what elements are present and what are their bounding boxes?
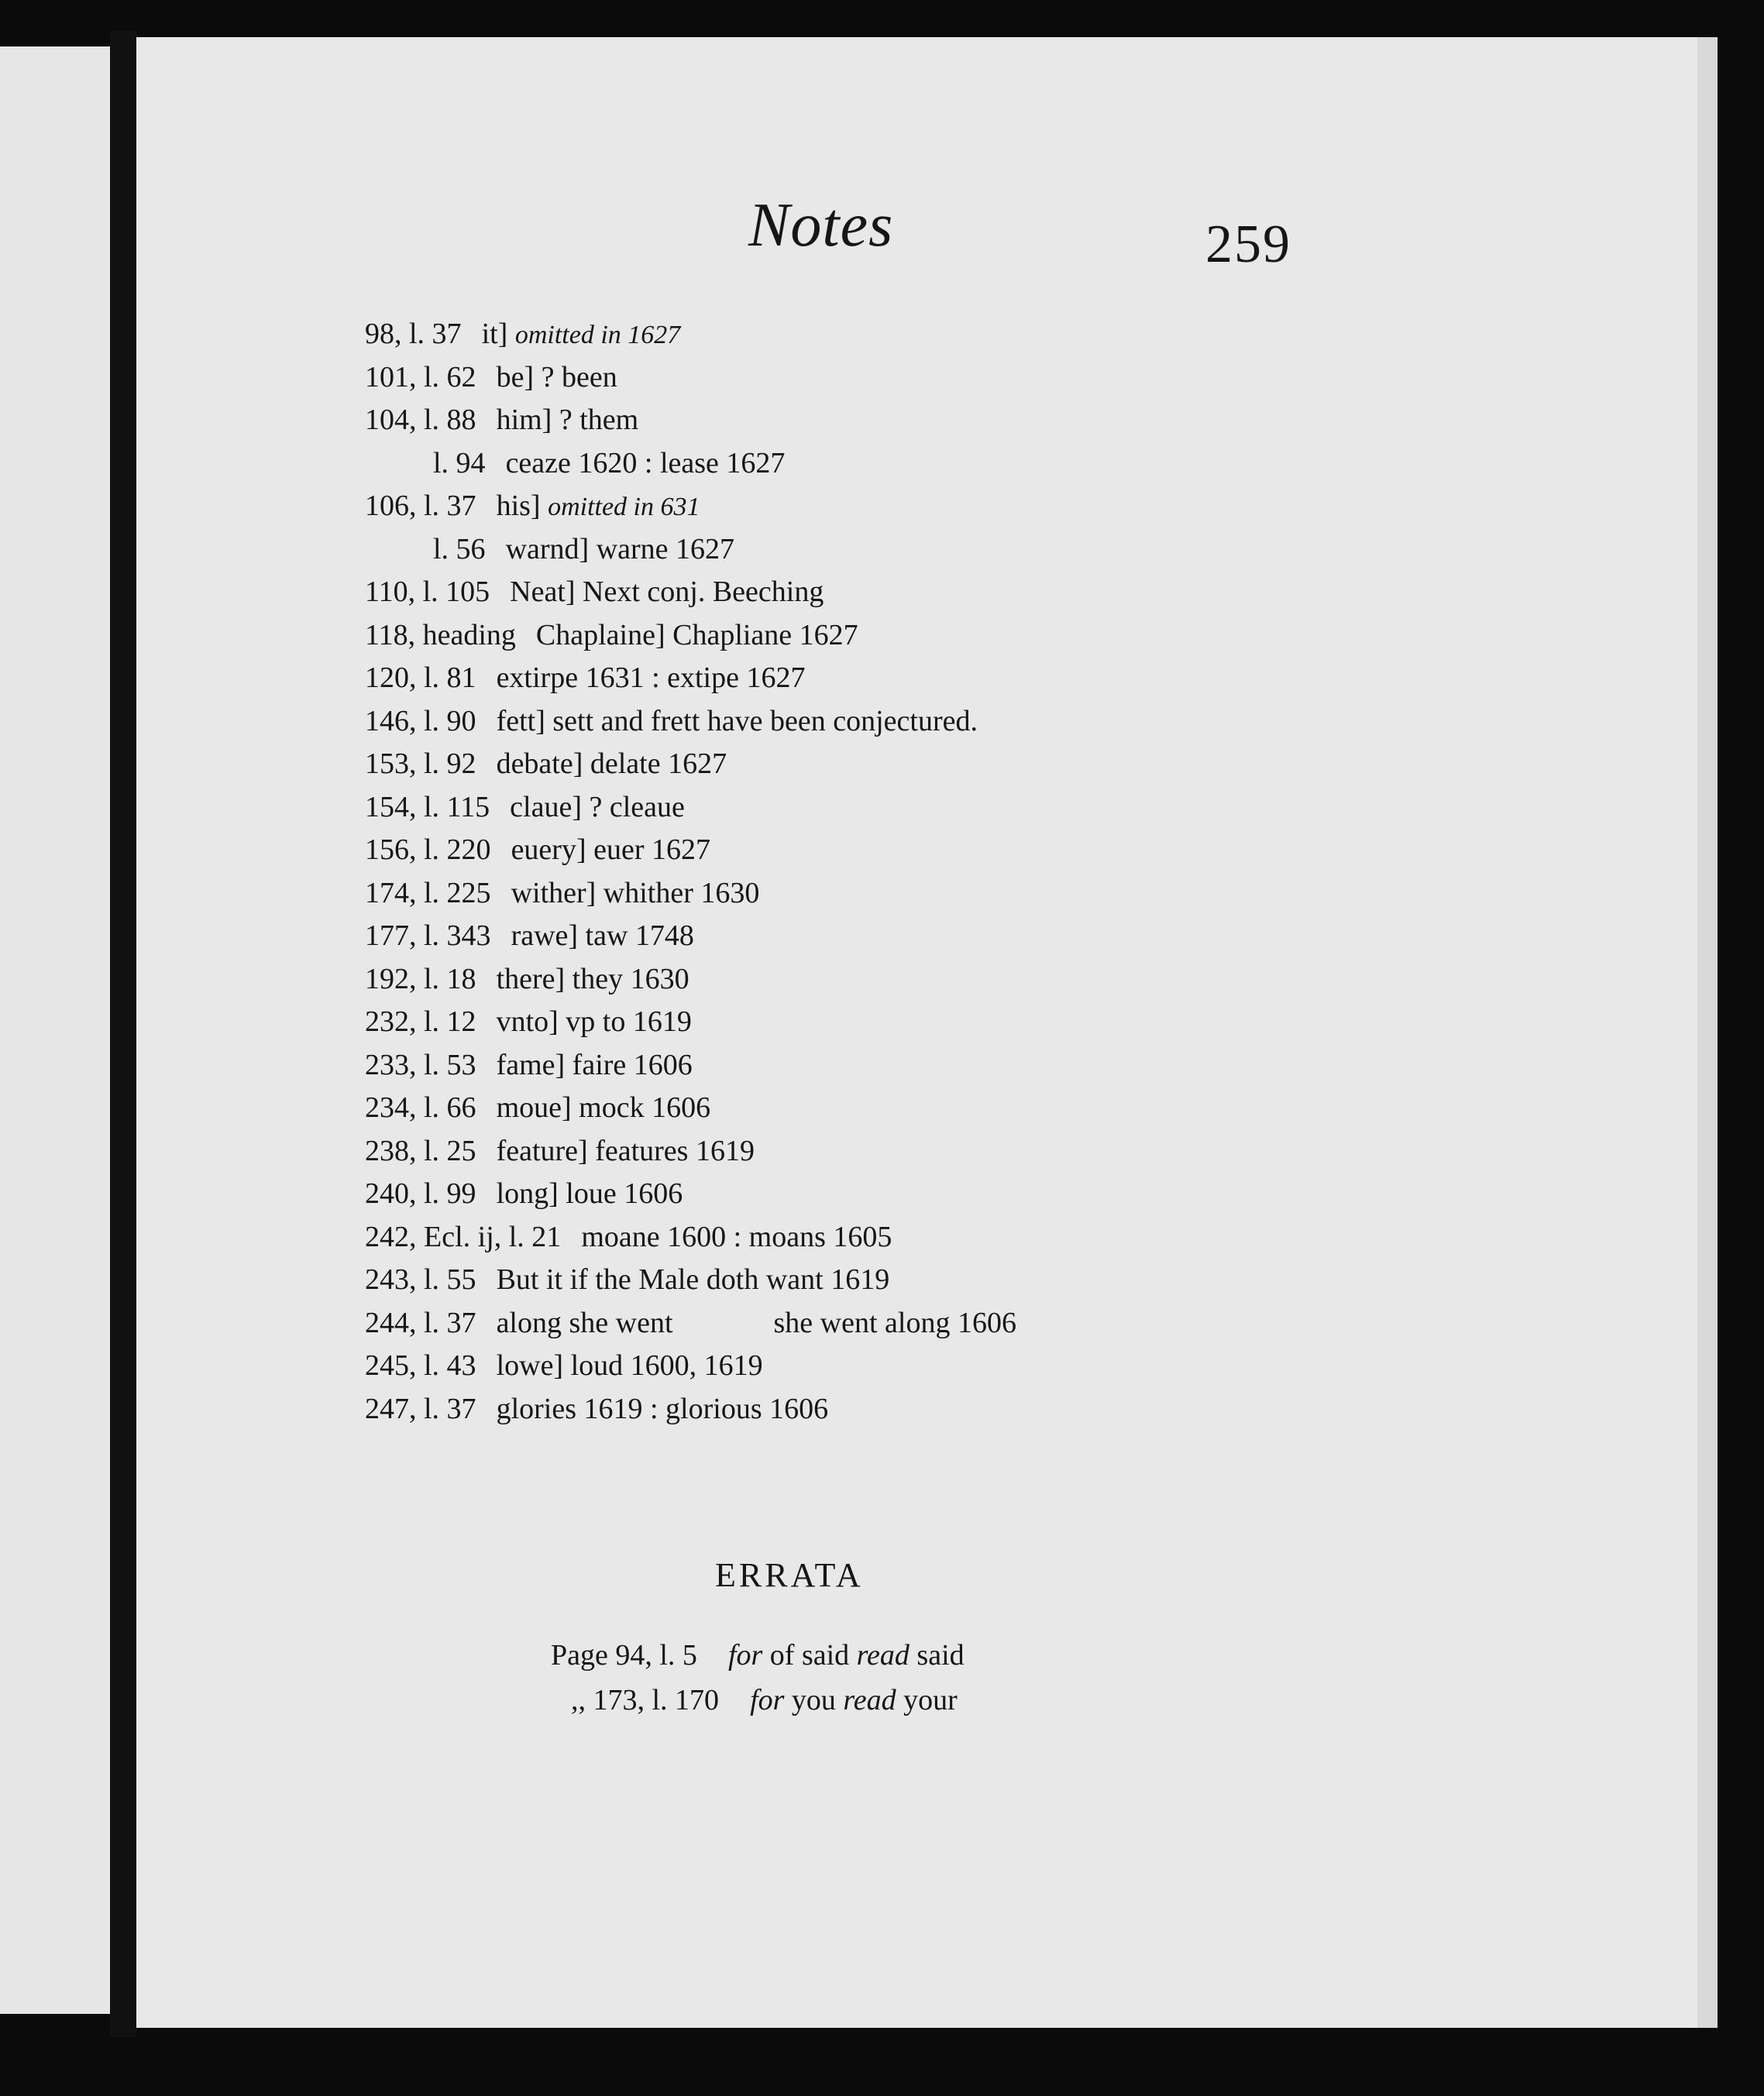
note-emendation: Chapliane 1627 [672,618,858,651]
note-ref: 174, l. 225 [365,876,491,909]
note-emendation: ? been [541,360,617,393]
note-row [365,442,1016,486]
note-row [365,1259,1016,1302]
note-emendation: ? them [559,404,639,436]
note-ref: 244, l. 37 [365,1306,476,1339]
note-row [365,829,1016,872]
note-lemma: rawe] [511,919,579,952]
note-emendation: glorious 1606 [665,1392,829,1425]
note-ref: 233, l. 53 [365,1048,476,1081]
note-ref: 110, l. 105 [365,576,490,608]
note-ref: 156, l. 220 [365,833,491,866]
note-emendation: they 1630 [572,962,689,995]
note-emendation: features 1619 [595,1134,755,1167]
note-ref: 238, l. 25 [365,1134,476,1167]
note-emendation: extipe 1627 [667,661,806,694]
note-emendation: taw 1748 [585,919,694,952]
previous-page-edge [0,46,110,2014]
note-row [365,1087,1016,1130]
note-ref: 240, l. 99 [365,1177,476,1210]
note-lemma: long] [496,1177,559,1210]
note-row [365,1388,1016,1431]
note-ref: 153, l. 92 [365,747,476,780]
note-emendation: faire 1606 [572,1048,693,1081]
note-row [365,700,1016,744]
note-row [365,1044,1016,1088]
note-lemma: it] [481,318,508,350]
note-lemma: ceaze 1620 : [505,446,653,479]
note-lemma: him] [496,404,552,436]
note-lemma: lowe] [496,1349,564,1382]
note-ref: 98, l. 37 [365,318,462,350]
note-lemma: fett] [496,704,545,737]
running-title: Notes [748,191,894,259]
note-lemma: vnto] [496,1005,559,1038]
errata-ref: ,, 173, l. 170 [571,1684,720,1716]
note-emendation: warne 1627 [596,532,735,565]
note-lemma: claue] [510,790,582,823]
note-lemma: debate] [496,747,583,780]
note-lemma: Chaplaine] [535,618,665,651]
note-ref: 232, l. 12 [365,1005,476,1038]
note-row [365,356,1016,400]
note-ref: 154, l. 115 [365,790,490,823]
note-emendation: whither 1630 [603,876,760,909]
note-row [365,1345,1016,1388]
note-lemma: But it if the Male doth want 1619 [496,1263,890,1296]
note-row [365,743,1016,786]
note-ref: 245, l. 43 [365,1349,476,1382]
note-row [365,485,1016,528]
note-row [365,872,1016,916]
note-ref: 234, l. 66 [365,1091,476,1124]
note-ref: 118, heading [365,618,516,651]
errata-wrong: you [791,1684,836,1716]
note-row [365,1216,1016,1259]
note-emendation: vp to 1619 [566,1005,692,1038]
note-row [365,1173,1016,1216]
errata-entry [551,1633,965,1678]
note-ref: 104, l. 88 [365,404,476,436]
note-emendation: Next conj. Beeching [583,576,824,608]
note-emendation: delate 1627 [590,747,727,780]
errata-read-label: read [856,1639,910,1672]
note-row [365,1001,1016,1044]
note-row [365,614,1016,658]
note-emendation: loud 1600, 1619 [570,1349,763,1382]
note-ref: 243, l. 55 [365,1263,476,1296]
note-ref: 146, l. 90 [365,704,476,737]
errata-read-label: read [843,1684,896,1716]
errata-list [551,1633,965,1723]
note-emendation: sett and frett have been conjectured. [552,704,978,737]
note-emendation: mock 1606 [579,1091,711,1124]
note-row [365,1130,1016,1173]
note-ref: 242, Ecl. ij, l. 21 [365,1220,562,1253]
errata-heading: ERRATA [715,1556,864,1594]
errata-for-label: for [727,1639,763,1672]
page [136,37,1697,2028]
note-ref: 106, l. 37 [365,490,476,522]
note-row [365,528,1016,572]
note-lemma: there] [496,962,566,995]
note-ref: 177, l. 343 [365,919,491,952]
notes-list [365,313,1016,1431]
note-lemma: moue] [496,1091,572,1124]
errata-wrong: of said [769,1639,850,1672]
errata-ref: Page 94, l. 5 [551,1639,697,1672]
errata-entry [551,1678,965,1723]
note-row [365,657,1016,700]
note-lemma: extirpe 1631 : [496,661,660,694]
note-ref: 120, l. 81 [365,661,476,694]
errata-right: your [903,1684,958,1716]
note-row [365,958,1016,1002]
note-lemma: glories 1619 : [496,1392,658,1425]
note-lemma: Neat] [510,576,576,608]
note-lemma: his] [496,490,541,522]
note-lemma: feature] [496,1134,588,1167]
note-row [365,571,1016,614]
note-emendation: ? cleaue [589,790,685,823]
errata-right: said [916,1639,965,1672]
note-emendation: moans 1605 [748,1220,892,1253]
note-row [365,313,1016,356]
page-number: 259 [1205,215,1291,274]
note-lemma: be] [496,360,535,393]
note-emendation: euer 1627 [593,833,710,866]
page-edge-shadow [1697,37,1718,2028]
note-ref: l. 56 [433,532,486,565]
note-row [365,1302,1016,1345]
note-lemma: warnd] [505,532,590,565]
note-lemma: along she went [496,1306,673,1339]
note-row [365,786,1016,830]
note-ref: l. 94 [433,446,486,479]
note-ref: 192, l. 18 [365,962,476,995]
note-lemma: moane 1600 : [581,1220,742,1253]
note-lemma: fame] [496,1048,566,1081]
errata-for-label: for [750,1684,785,1716]
note-emendation: omitted in 1627 [514,321,681,349]
note-emendation: loue 1606 [566,1177,683,1210]
book-gutter [110,31,136,2037]
note-lemma: euery] [511,833,586,866]
note-ref: 247, l. 37 [365,1392,476,1425]
note-row [365,915,1016,958]
note-row [365,399,1016,442]
note-lemma: wither] [511,876,597,909]
note-emendation: omitted in 631 [548,493,700,521]
note-emendation: lease 1627 [659,446,786,479]
note-emendation: she went along 1606 [773,1306,1016,1339]
note-ref: 101, l. 62 [365,360,476,393]
